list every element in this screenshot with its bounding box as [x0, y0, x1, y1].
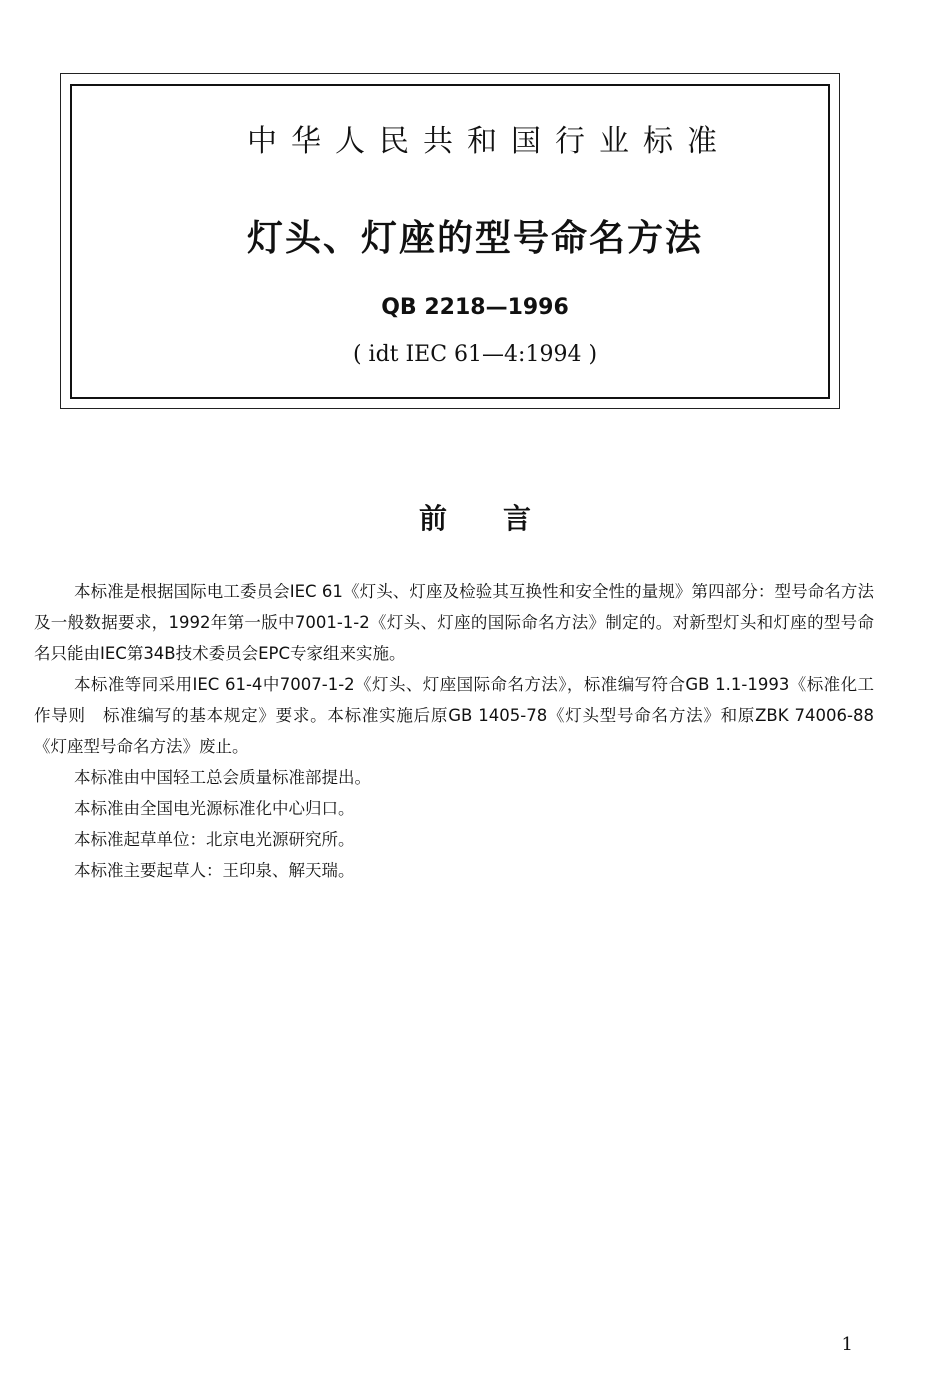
preface-heading: 前言 — [418, 502, 587, 535]
preface-paragraph: 本标准由中国轻工总会质量标准部提出。 — [74, 768, 371, 787]
preface-paragraph: 本标准等同采用IEC 61-4中7007-1-2《灯头、灯座国际命名方法》，标准编写符合GB 1.1-1993《标准化工作导则 标准编写的基本规定》要求。本标准实施后原GB 1405-78《灯头型号命名方法》和原ZBK 74006-88《灯座型号命名方法》废止。 — [34, 675, 874, 756]
preface-body — [34, 576, 874, 886]
standard-equivalence: ( idt IEC 61—4:1994 ) — [352, 342, 598, 367]
page-number: 1 — [841, 1334, 853, 1355]
preface-paragraph: 本标准由全国电光源标准化中心归口。 — [74, 799, 355, 818]
standard-type: 中华人民共和国行业标准 — [247, 124, 731, 159]
document-title: 灯头、灯座的型号命名方法 — [246, 218, 703, 259]
preface-paragraph: 本标准起草单位：北京电光源研究所。 — [74, 830, 355, 849]
preface-paragraph: 本标准主要起草人：王印泉、解天瑞。 — [74, 861, 355, 880]
standard-code: QB 2218—1996 — [381, 295, 569, 320]
preface-paragraph: 本标准是根据国际电工委员会IEC 61《灯头、灯座及检验其互换性和安全性的量规》第四部分：型号命名方法及一般数据要求，1992年第一版中7001-1-2《灯头、灯座的国际命名方法》制定的。对新型灯头和灯座的型号命名只能由IEC第34B技术委员会EPC专家组来实施。 — [34, 582, 874, 663]
